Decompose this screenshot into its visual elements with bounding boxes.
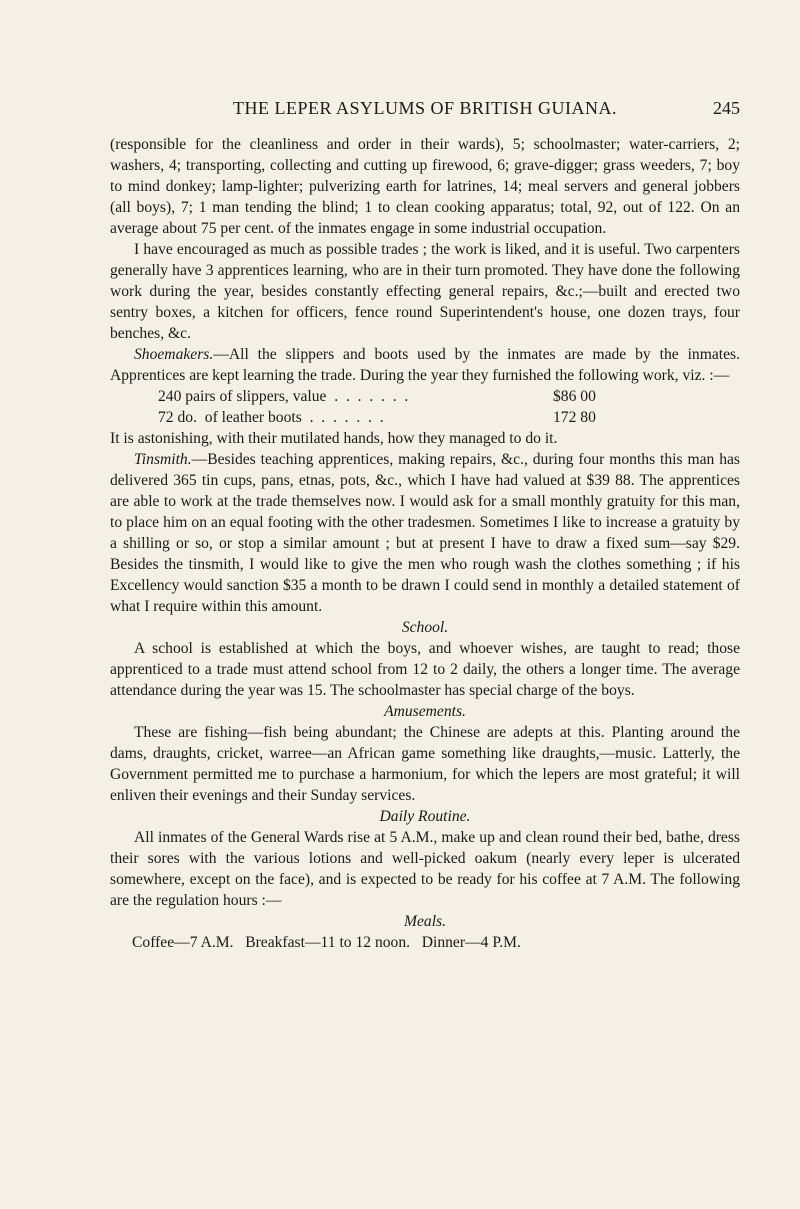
paragraph-tinsmith — [110, 449, 740, 617]
paragraph-occupations: (responsible for the cleanliness and order in their wards), 5; schoolmaster; water-carriers, 2; washers, 4; transporting, collecting and cutting up firewood, 6; grave-digger; grass weeders, 7; boy to mind donkey; lamp-lighter; pulverizing earth for latrines, 14; meal servers and general jobbers (all boys), 7; 1 man tending the blind; 1 to clean cooking apparatus; total, 92, out of 122. On an average about 75 per cent. of the inmates engage in some industrial occupation. — [110, 136, 740, 237]
item-amount: 172 80 — [553, 409, 596, 426]
section-heading-meals: Meals. — [403, 913, 446, 930]
page-body — [110, 134, 740, 953]
section-heading-amusements: Amusements. — [384, 703, 466, 720]
tinsmith-text: —Besides teaching apprentices, making repairs, &c., during four months this man has delivered 365 tin cups, pans, etnas, pots, &c., which I have had valued at $39 88. The apprentices are able to work at the trade themselves now. I would ask for a small monthly gratuity for this man, to place him on an equal footing with the other tradesmen. Sometimes I like to increase a gratuity by a shilling or so, or stop a similar amount ; but at present I have to draw a fixed sum—say $29. Besides the tinsmith, I would like to give the men who rough wash the clothes something ; if his Excellency would sanction $35 a month to be drawn I could send in monthly a detailed statement of what I require within this amount. — [110, 451, 740, 615]
page-number: 245 — [713, 98, 740, 118]
paragraph-school: A school is established at which the boys, and whoever wishes, are taught to read; those apprenticed to a trade must attend school from 12 to 2 daily, the others a longer time. The average attendance during the year was 15. The schoolmaster has special charge of the boys. — [110, 640, 740, 699]
running-title: THE LEPER ASYLUMS OF BRITISH GUIANA. — [232, 98, 618, 118]
shoemakers-label: Shoemakers. — [134, 346, 214, 363]
item-amount: $86 00 — [553, 388, 596, 405]
list-item — [110, 386, 740, 407]
shoemakers-text: —All the slippers and boots used by the inmates are made by the inmates. Apprentices are kept learning the trade. During the year they furnished the following work, viz. :— — [110, 346, 740, 384]
meals-line: Coffee—7 A.M. Breakfast—11 to 12 noon. Dinner—4 P.M. — [132, 934, 521, 951]
list-item — [110, 407, 740, 428]
paragraph-daily-routine: All inmates of the General Wards rise at 5 A.M., make up and clean round their bed, bathe, dress their sores with the various lotions and well-picked oakum (nearly every leper is ulcerated somewhere, except on the face), and is expected to be ready for his coffee at 7 A.M. The following are the regulation hours :— — [110, 829, 740, 909]
shoemaker-items — [110, 386, 740, 428]
paragraph-astonishing: It is astonishing, with their mutilated hands, how they managed to do it. — [110, 430, 558, 447]
item-description: 72 do. of leather boots . . . . . . . — [158, 409, 384, 426]
tinsmith-label: Tinsmith. — [134, 451, 192, 468]
item-description: 240 pairs of slippers, value . . . . . . . — [158, 388, 409, 405]
paragraph-amusements: These are fishing—fish being abundant; the Chinese are adepts at this. Planting around the dams, draughts, cricket, warree—an African game something like draughts,—music. Latterly, the Government permitted me to purchase a harmonium, for which the lepers are most grateful; it will enliven their evenings and their Sunday services. — [110, 724, 740, 804]
section-heading-school: School. — [401, 619, 449, 636]
page-header — [110, 98, 740, 122]
section-heading-daily-routine: Daily Routine. — [379, 808, 471, 825]
paragraph-trades: I have encouraged as much as possible trades ; the work is liked, and it is useful. Two carpenters generally have 3 apprentices learning, who are in their turn promoted. They have done the following work during the year, besides constantly effecting general repairs, &c.;—built and erected two sentry boxes, a kitchen for officers, fence round Superintendent's house, one dozen trays, four benches, &c. — [110, 241, 740, 342]
paragraph-shoemakers — [110, 344, 740, 386]
